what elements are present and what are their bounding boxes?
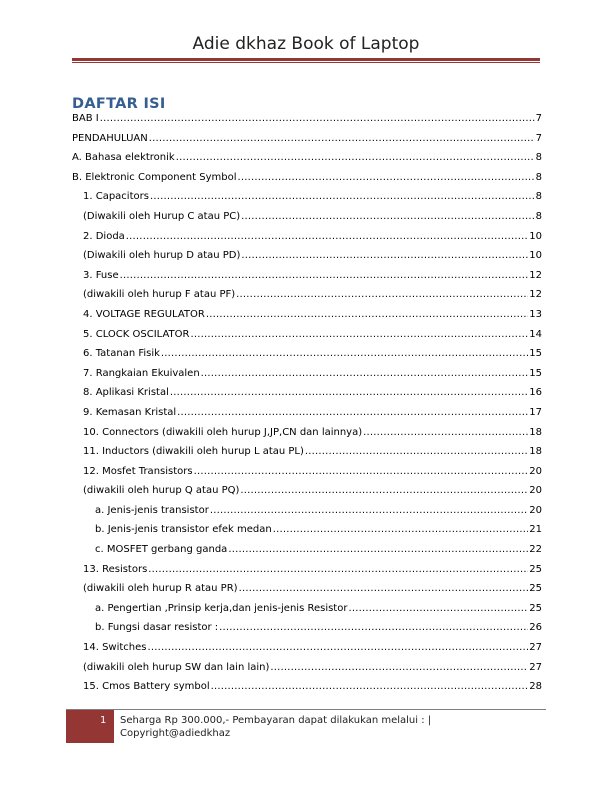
toc-dot-leader	[170, 387, 528, 398]
footer-divider	[66, 709, 546, 710]
toc-dot-leader	[190, 329, 528, 340]
toc-entry-label: 5. CLOCK OSCILATOR	[83, 328, 190, 340]
toc-entry-page: 20	[529, 504, 542, 516]
toc-dot-leader	[236, 289, 528, 300]
toc-entry-label: (diwakili oleh hurup SW dan lain lain)	[83, 661, 270, 673]
page-header-title: Adie dkhaz Book of Laptop	[192, 34, 420, 54]
toc-entry-page: 7	[535, 132, 542, 144]
toc-entry[interactable]	[72, 133, 542, 153]
footer-note-line1: Seharga Rp 300.000,- Pembayaran dapat dilakukan melalui : |	[120, 715, 432, 726]
toc-entry-label: 3. Fuse	[83, 269, 119, 281]
toc-dot-leader	[237, 172, 534, 183]
toc-entry-page: 8	[535, 191, 542, 203]
toc-dot-leader	[177, 407, 528, 418]
header-divider	[72, 58, 540, 61]
toc-entry[interactable]	[72, 446, 542, 466]
toc-entry-page: 26	[529, 622, 542, 634]
toc-entry[interactable]	[72, 622, 542, 642]
toc-dot-leader	[176, 152, 535, 163]
toc-entry[interactable]	[72, 211, 542, 231]
toc-entry-label: c. MOSFET gerbang ganda	[95, 544, 228, 556]
toc-entry[interactable]	[72, 270, 542, 290]
footer-page-box	[66, 710, 114, 743]
toc-entry-label: PENDAHULUAN	[72, 132, 148, 144]
toc-entry[interactable]	[72, 250, 542, 270]
toc-dot-leader	[201, 368, 529, 379]
toc-dot-leader	[194, 466, 529, 477]
toc-dot-leader	[206, 309, 528, 320]
toc-dot-leader	[219, 622, 528, 633]
toc-entry[interactable]	[72, 505, 542, 525]
toc-entry-label: 2. Dioda	[83, 230, 125, 242]
header-divider-thin	[72, 62, 540, 63]
footer-note	[120, 714, 480, 740]
toc-dot-leader	[148, 564, 528, 575]
toc-dot-leader	[273, 524, 529, 535]
toc-entry-label: 10. Connectors (diwakili oleh hurup J,JP,CN dan lainnya)	[83, 426, 363, 438]
toc-entry[interactable]	[72, 485, 542, 505]
toc-dot-leader	[150, 191, 535, 202]
toc-dot-leader	[270, 662, 528, 673]
toc-entry[interactable]	[72, 466, 542, 486]
toc-entry-page: 12	[529, 269, 542, 281]
toc-entry-label: 6. Tatanan Fisik	[83, 348, 160, 360]
toc-entry-label: 12. Mosfet Transistors	[83, 465, 193, 477]
toc-heading: DAFTAR ISI	[72, 96, 166, 112]
toc-entry-page: 8	[535, 152, 542, 164]
table-of-contents	[72, 113, 542, 701]
toc-dot-leader	[148, 642, 529, 653]
toc-entry[interactable]	[72, 564, 542, 584]
toc-entry[interactable]	[72, 152, 542, 172]
toc-entry-page: 27	[529, 642, 542, 654]
toc-entry-page: 16	[529, 387, 542, 399]
toc-dot-leader	[239, 583, 529, 594]
toc-entry[interactable]	[72, 191, 542, 211]
toc-dot-leader	[149, 133, 535, 144]
toc-entry-page: 15	[529, 348, 542, 360]
toc-entry-label: 9. Kemasan Kristal	[83, 406, 177, 418]
toc-entry[interactable]	[72, 642, 542, 662]
toc-entry[interactable]	[72, 407, 542, 427]
toc-dot-leader	[241, 211, 534, 222]
toc-dot-leader	[305, 446, 528, 457]
toc-entry-page: 20	[529, 465, 542, 477]
toc-dot-leader	[120, 270, 529, 281]
toc-entry[interactable]	[72, 427, 542, 447]
toc-entry[interactable]	[72, 348, 542, 368]
toc-entry[interactable]	[72, 544, 542, 564]
toc-dot-leader	[211, 681, 529, 692]
toc-entry-label: a. Jenis-jenis transistor	[95, 504, 209, 516]
toc-entry-page: 18	[529, 426, 542, 438]
toc-entry-label: a. Pengertian ,Prinsip kerja,dan jenis-jenis Resistor	[95, 602, 348, 614]
toc-entry-page: 27	[529, 661, 542, 673]
toc-entry-label: 4. VOLTAGE REGULATOR	[83, 308, 205, 320]
toc-entry-page: 21	[529, 524, 542, 536]
toc-entry-label: b. Fungsi dasar resistor :	[95, 622, 219, 634]
toc-entry-page: 17	[529, 406, 542, 418]
toc-entry-label: 8. Aplikasi Kristal	[83, 387, 169, 399]
toc-entry[interactable]	[72, 524, 542, 544]
toc-dot-leader	[241, 250, 528, 261]
toc-entry-page: 25	[529, 583, 542, 595]
toc-entry[interactable]	[72, 662, 542, 682]
toc-entry[interactable]	[72, 368, 542, 388]
toc-entry-label: 13. Resistors	[83, 563, 148, 575]
toc-entry-page: 12	[529, 289, 542, 301]
toc-entry[interactable]	[72, 387, 542, 407]
toc-dot-leader	[348, 603, 528, 614]
toc-entry-label: 14. Switches	[83, 642, 147, 654]
toc-entry-label: 7. Rangkaian Ekuivalen	[83, 367, 200, 379]
toc-entry[interactable]	[72, 309, 542, 329]
toc-entry-page: 25	[529, 563, 542, 575]
toc-entry-page: 18	[529, 446, 542, 458]
toc-entry-label: (diwakili oleh hurup Q atau PQ)	[83, 485, 240, 497]
toc-entry-label: (Diwakili oleh Hurup C atau PC)	[83, 210, 241, 222]
footer-note-line2: Copyright@adiedkhaz	[120, 728, 231, 739]
toc-entry-label: 11. Inductors (diwakili oleh hurup L atau PL)	[83, 446, 304, 458]
toc-entry-label: BAB I	[72, 113, 99, 124]
toc-entry-page: 7	[535, 113, 542, 124]
toc-entry-label: B. Elektronic Component Symbol	[72, 171, 237, 183]
toc-dot-leader	[100, 113, 535, 124]
toc-entry[interactable]	[72, 289, 542, 309]
toc-dot-leader	[228, 544, 528, 555]
toc-entry-page: 10	[529, 230, 542, 242]
toc-entry-page: 8	[535, 210, 542, 222]
toc-entry-label: 15. Cmos Battery symbol	[83, 681, 210, 693]
footer-page-number: 1	[100, 715, 107, 726]
toc-entry-label: (diwakili oleh hurup R atau PR)	[83, 583, 238, 595]
toc-entry-page: 20	[529, 485, 542, 497]
toc-entry[interactable]	[72, 113, 542, 133]
toc-entry[interactable]	[72, 583, 542, 603]
toc-entry[interactable]	[72, 329, 542, 349]
toc-entry[interactable]	[72, 603, 542, 623]
toc-entry-page: 10	[529, 250, 542, 262]
toc-entry-page: 8	[535, 171, 542, 183]
toc-dot-leader	[161, 348, 528, 359]
toc-entry-page: 22	[529, 544, 542, 556]
toc-dot-leader	[363, 427, 528, 438]
toc-entry-label: (diwakili oleh hurup F atau PF)	[83, 289, 236, 301]
toc-entry-label: (Diwakili oleh hurup D atau PD)	[83, 250, 241, 262]
toc-entry-page: 28	[529, 681, 542, 693]
toc-dot-leader	[210, 505, 528, 516]
toc-entry[interactable]	[72, 681, 542, 701]
toc-entry-label: b. Jenis-jenis transistor efek medan	[95, 524, 272, 536]
toc-entry-label: A. Bahasa elektronik	[72, 152, 175, 164]
toc-entry[interactable]	[72, 172, 542, 192]
toc-dot-leader	[126, 231, 528, 242]
toc-entry[interactable]	[72, 231, 542, 251]
toc-entry-label: 1. Capacitors	[83, 191, 149, 203]
toc-entry-page: 13	[529, 308, 542, 320]
toc-dot-leader	[240, 485, 528, 496]
toc-entry-page: 15	[529, 367, 542, 379]
toc-entry-page: 25	[529, 602, 542, 614]
toc-entry-page: 14	[529, 328, 542, 340]
